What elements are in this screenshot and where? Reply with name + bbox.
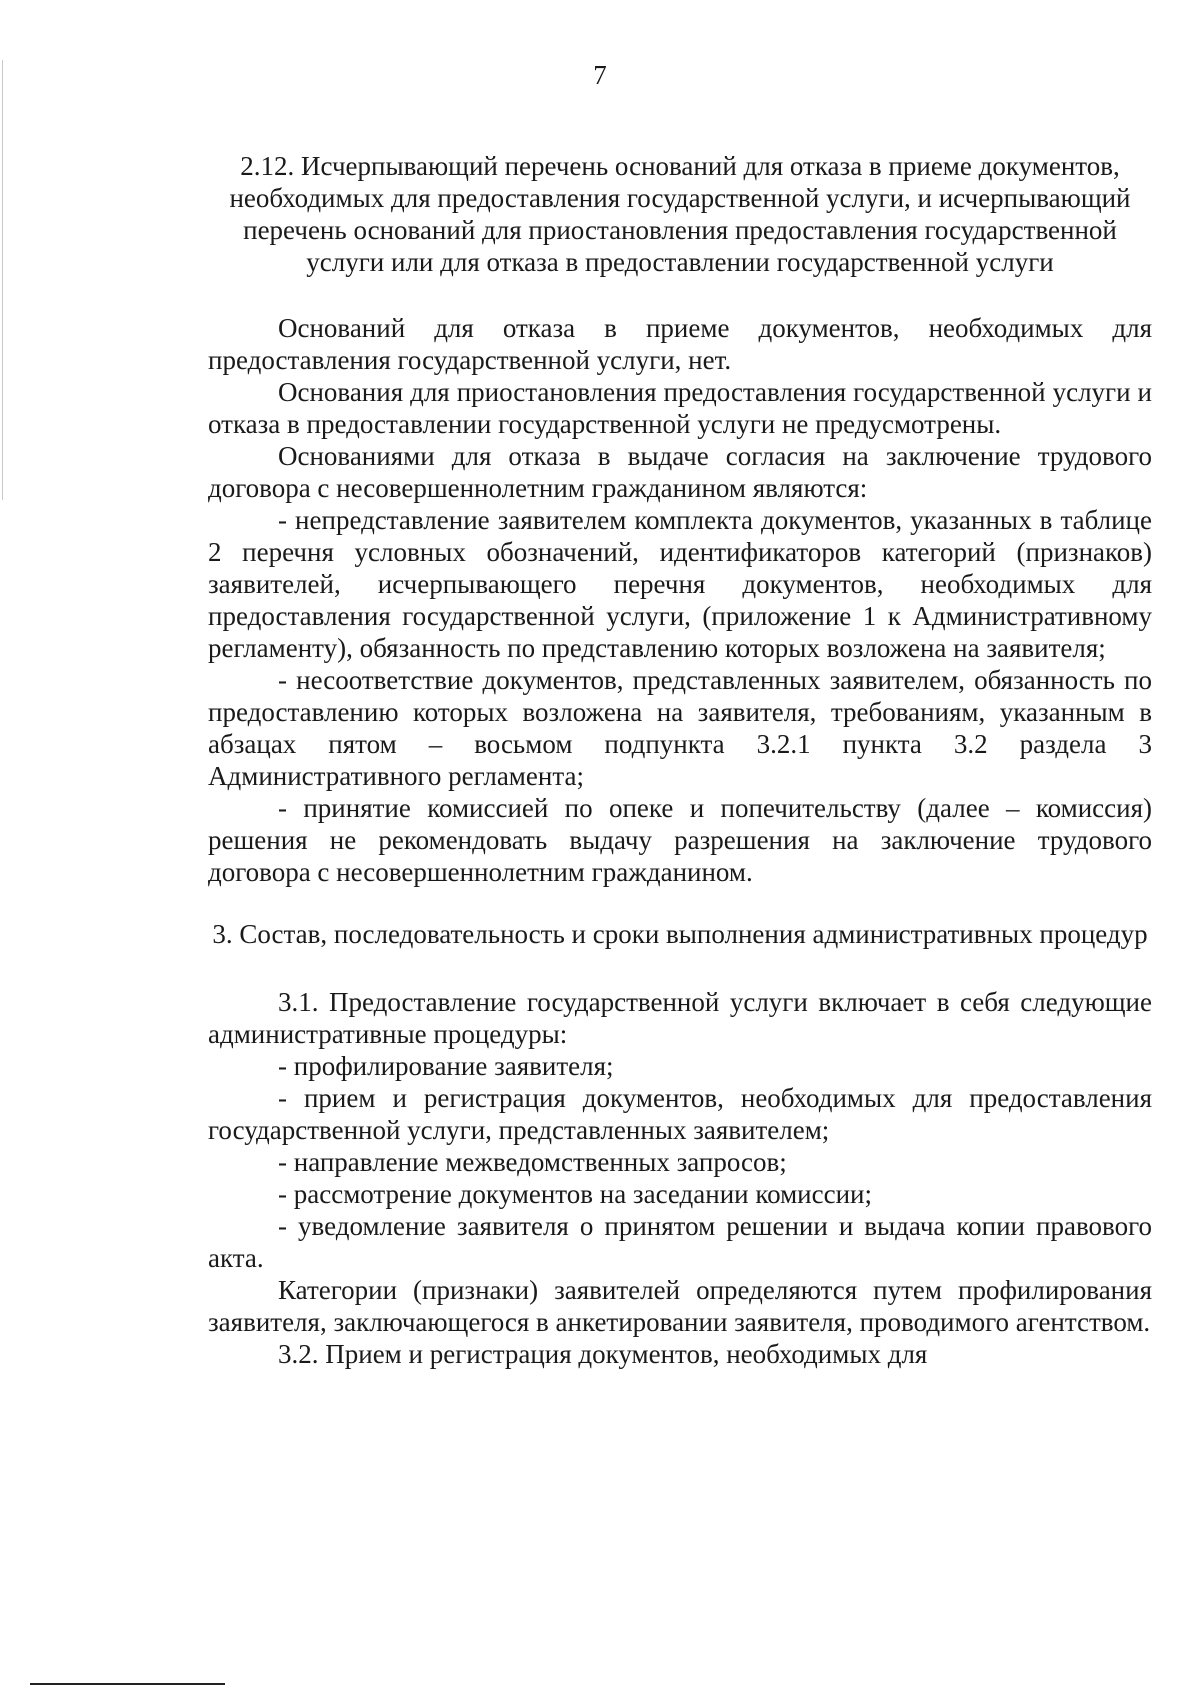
paragraph: Оснований для отказа в приеме документов, необходимых для предоставления государственной услуги, нет. xyxy=(208,313,1152,375)
section-3-heading: 3. Состав, последовательность и сроки выполнения административных процедур xyxy=(212,919,1148,949)
scan-edge-mark xyxy=(2,60,3,500)
list-item: - непредставление заявителем комплекта документов, указанных в таблице 2 перечня условных обозначений, идентификаторов категорий (признаков) заявителей, исчерпывающего перечня документов, необходимых для предоставления государственной услуги, (приложение 1 к Административному регламенту), обязанность по представлению которых возложена на заявителя; xyxy=(208,505,1152,663)
list-item: - несоответствие документов, представленных заявителем, обязанность по предоставлению которых возложена на заявителя, требованиям, указанным в абзацах пятом – восьмом подпункта 3.2.1 пункта 3.2 раздела 3 Административного регламента; xyxy=(208,665,1152,791)
list-item: - рассмотрение документов на заседании комиссии; xyxy=(278,1179,872,1209)
footnote-divider xyxy=(30,1683,225,1685)
list-item: - уведомление заявителя о принятом решении и выдача копии правового акта. xyxy=(208,1211,1152,1273)
list-item: - прием и регистрация документов, необходимых для предоставления государственной услуги, представленных заявителем; xyxy=(208,1083,1152,1145)
paragraph: 3.1. Предоставление государственной услуги включает в себя следующие административные процедуры: xyxy=(208,987,1152,1049)
document-body xyxy=(208,150,1152,1370)
list-item: - профилирование заявителя; xyxy=(278,1051,614,1081)
page-number: 7 xyxy=(593,60,607,90)
section-2-12-heading: 2.12. Исчерпывающий перечень оснований для отказа в приеме документов, необходимых для предоставления государственной услуги, и исчерпывающий перечень оснований для приостановления предоставления государственной услуги или для отказа в предоставлении государственной услуги xyxy=(229,151,1131,277)
paragraph: Категории (признаки) заявителей определяются путем профилирования заявителя, заключающегося в анкетировании заявителя, проводимого агентством. xyxy=(208,1275,1152,1337)
list-item: - направление межведомственных запросов; xyxy=(278,1147,787,1177)
paragraph: Основаниями для отказа в выдаче согласия на заключение трудового договора с несовершеннолетним гражданином являются: xyxy=(208,441,1152,503)
paragraph: Основания для приостановления предоставления государственной услуги и отказа в предоставлении государственной услуги не предусмотрены. xyxy=(208,377,1152,439)
list-item: - принятие комиссией по опеке и попечительству (далее – комиссия) решения не рекомендовать выдачу разрешения на заключение трудового договора с несовершеннолетним гражданином. xyxy=(208,793,1152,887)
paragraph: 3.2. Прием и регистрация документов, необходимых для xyxy=(278,1339,928,1369)
